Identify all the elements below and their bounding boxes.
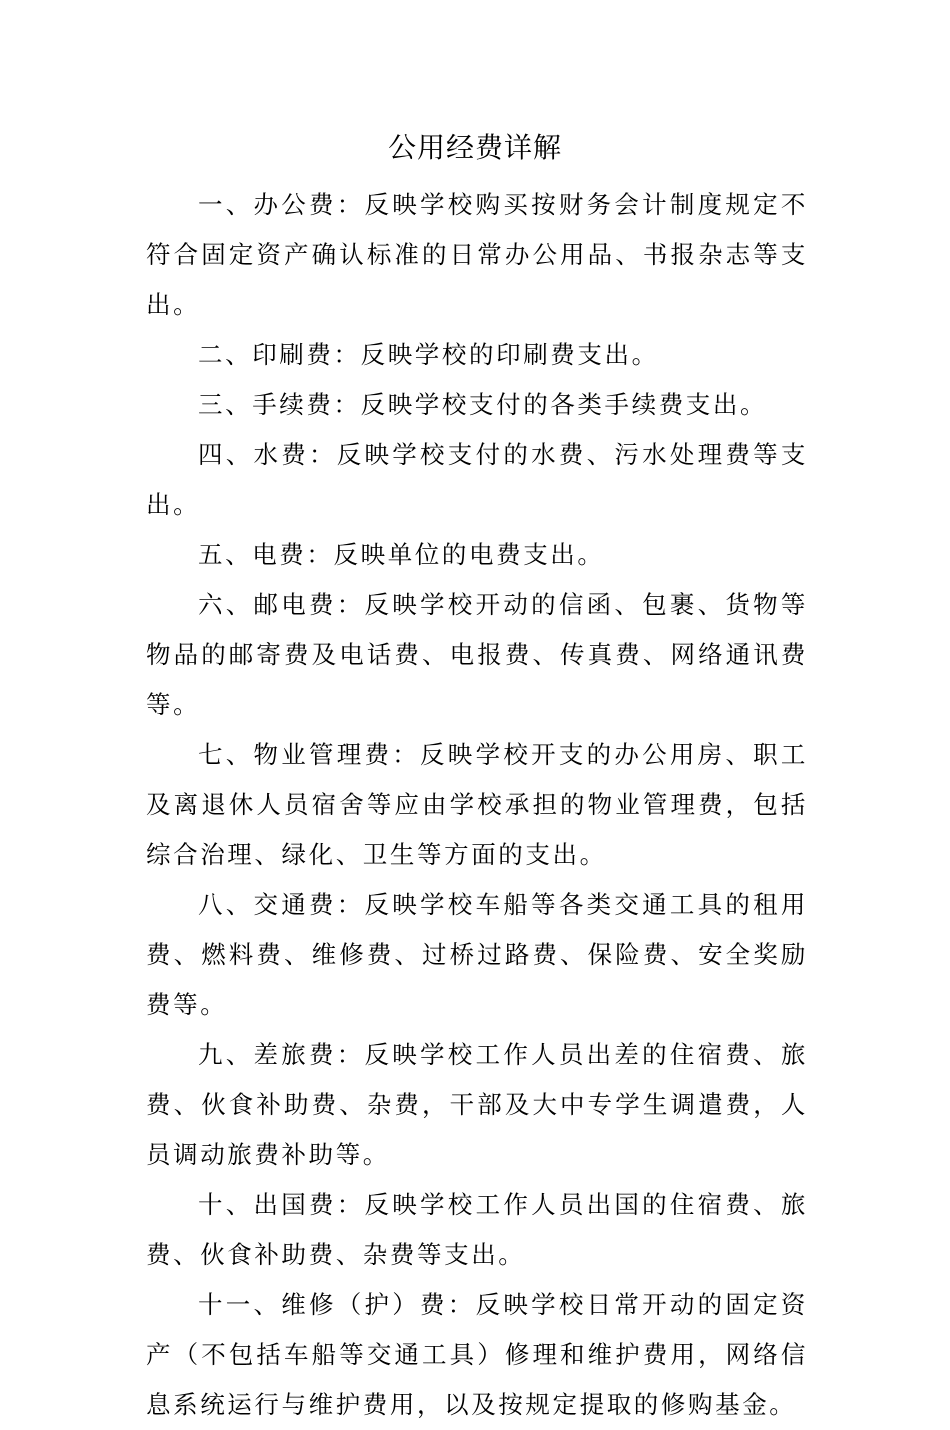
paragraph-electricity-fee: 五、电费：反映单位的电费支出。 [198,540,605,569]
paragraph-office-expense: 一、办公费：反映学校购买按财务会计制度规定不符合固定资产确认标准的日常办公用品、书报杂志等支出。 [146,190,808,319]
paragraph-transportation-fee: 八、交通费：反映学校车船等各类交通工具的租用费、燃料费、维修费、过桥过路费、保险费、安全奖励费等。 [146,890,808,1019]
paragraph-maintenance-expense: 十一、维修（护）费：反映学校日常开动的固定资产（不包括车船等交通工具）修理和维护费用，网络信息系统运行与维护费用，以及按规定提取的修购基金。 [146,1290,808,1419]
paragraph-postal-telecom-fee: 六、邮电费：反映学校开动的信函、包裹、货物等物品的邮寄费及电话费、电报费、传真费、网络通讯费等。 [146,590,808,719]
document-title: 公用经费详解 [387,131,562,164]
paragraph-water-fee: 四、水费：反映学校支付的水费、污水处理费等支出。 [146,440,808,519]
paragraph-printing-expense: 二、印刷费：反映学校的印刷费支出。 [198,340,659,369]
paragraph-travel-expense: 九、差旅费：反映学校工作人员出差的住宿费、旅费、伙食补助费、杂费，干部及大中专学生调遣费，人员调动旅费补助等。 [146,1040,808,1169]
document-body [146,180,808,1430]
paragraph-property-management-fee: 七、物业管理费：反映学校开支的办公用房、职工及离退休人员宿舍等应由学校承担的物业管理费，包括综合治理、绿化、卫生等方面的支出。 [146,740,808,869]
paragraph-overseas-travel-expense: 十、出国费：反映学校工作人员出国的住宿费、旅费、伙食补助费、杂费等支出。 [146,1190,808,1269]
paragraph-handling-fee: 三、手续费：反映学校支付的各类手续费支出。 [198,390,768,419]
